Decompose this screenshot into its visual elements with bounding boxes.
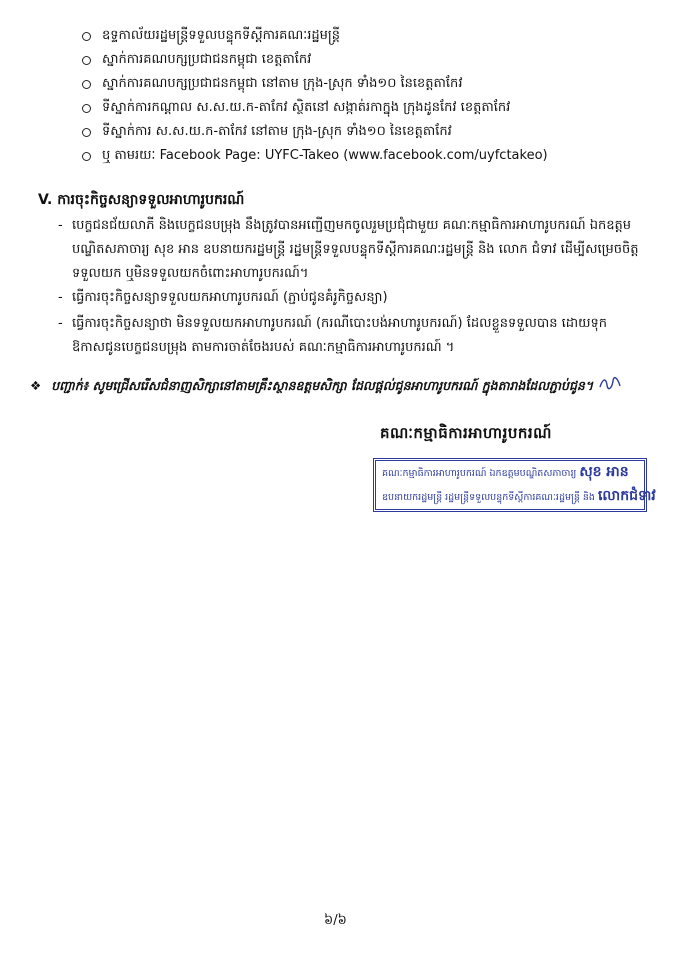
contract-step-text: បេក្ខជនជ័យលាភី និងបេក្ខជនបម្រុង នឹងត្រូវបានអញ្ជើញមកចូលរួមប្រជុំជាមួយ គណៈកម្មាធិការអាហារូបករណ៍ ឯកឧត្តមបណ្ឌិតសភាចារ្យ សុខ អាន ឧបនាយករដ្ឋមន្ត្រី រដ្ឋមន្ត្រីទទួលបន្ទុកទីស្តីការគណៈរដ្ឋមន្ត្រី និង លោក ជំទាវ ដើម្បីសម្រេចចិត្តទទួលយក ឬមិនទទួលយកចំពោះអាហារូបករណ៍។: [72, 218, 639, 281]
stamp-line-1-text: គណៈកម្មាធិការអាហារូបករណ៍ ឯកឧត្តមបណ្ឌិតសភាចារ្យ: [382, 468, 577, 479]
contact-bullet-item: [78, 120, 648, 144]
contact-bullet-item: [78, 144, 648, 168]
contact-bullet-text: ស្នាក់ការគណបក្សប្រជាជនកម្ពុជា នៅតាម ក្រុង-ស្រុក ទាំង១០ នៃខេត្តតាកែវ: [102, 76, 463, 91]
stamp-line-2-text: ឧបនាយករដ្ឋមន្ត្រី រដ្ឋមន្ត្រីទទួលបន្ទុកទីស្តីការគណៈរដ្ឋមន្ត្រី និង: [382, 492, 595, 503]
contact-bullet-text: ទីស្នាក់ការកណ្តាល ស.ស.យ.ក-តាកែវ ស្ថិតនៅ សង្កាត់រកាក្នុង ក្រុងដូនកែវ ខេត្តតាកែវ: [102, 100, 511, 115]
circle-bullet-icon: [82, 128, 91, 137]
contact-bullet-item: [78, 72, 648, 96]
dash-bullet-icon: -: [58, 316, 63, 331]
contact-bullet-text: ឧទ្ទកាល័យរដ្ឋមន្ត្រីទទួលបន្ទុកទីស្តីការគណៈរដ្ឋមន្ត្រី: [102, 28, 341, 43]
circle-bullet-icon: [82, 152, 91, 161]
contract-step-item: [58, 214, 658, 286]
contact-bullet-list: [78, 24, 648, 168]
contract-steps-list: [58, 214, 658, 360]
stamp-line-2: [376, 485, 656, 509]
section-heading: V. ការចុះកិច្ចសន្យាទទួលអាហារូបករណ៍: [38, 192, 245, 208]
dash-bullet-icon: -: [58, 290, 63, 305]
contact-bullet-item: [78, 24, 648, 48]
note-paragraph: [30, 376, 650, 397]
contract-step-text: ធ្វើការចុះកិច្ចសន្យាទទួលយកអាហារូបករណ៍ (ភ្ជាប់ជូនគំរូកិច្ចសន្យា): [72, 290, 388, 305]
contact-bullet-text: ឬ តាមរយៈ Facebook Page: UYFC-Takeo (www.facebook.com/uyfctakeo): [102, 148, 548, 163]
dash-bullet-icon: -: [58, 218, 63, 233]
page-number: ៦/៦: [324, 913, 347, 928]
contract-step-item: [58, 286, 658, 312]
circle-bullet-icon: [82, 104, 91, 113]
circle-bullet-icon: [82, 32, 91, 41]
diamond-bullet-icon: ❖: [30, 378, 42, 393]
contact-bullet-text: ស្នាក់ការគណបក្សប្រជាជនកម្ពុជា ខេត្តតាកែវ: [102, 52, 312, 67]
circle-bullet-icon: [82, 56, 91, 65]
committee-signature-title: គណៈកម្មាធិការអាហារូបករណ៍: [380, 424, 552, 442]
contract-step-item: [58, 312, 658, 360]
official-stamp: [373, 458, 656, 512]
initials-signature-icon: [599, 376, 621, 393]
contact-bullet-text: ទីស្នាក់ការ ស.ស.យ.ក-តាកែវ នៅតាម ក្រុង-ស្រុក ទាំង១០ នៃខេត្តតាកែវ: [102, 124, 452, 139]
note-text: បញ្ជាក់៖ សូមជ្រើសរើសជំនាញសិក្សានៅតាមគ្រឹះស្ថានឧត្តមសិក្សា ដែលផ្តល់ជូនអាហារូបករណ៍ ក្នុងតារាងដែលភ្ជាប់ជូន។: [51, 378, 594, 393]
circle-bullet-icon: [82, 80, 91, 89]
stamp-line-1-name: សុខ អាន: [579, 464, 629, 480]
contact-bullet-item: [78, 96, 648, 120]
contact-bullet-item: [78, 48, 648, 72]
stamp-line-2-name: លោកជំទាវ: [597, 488, 656, 504]
contract-step-text: ធ្វើការចុះកិច្ចសន្យាថា មិនទទួលយកអាហារូបករណ៍ (ករណីបោះបង់អាហារូបករណ៍) ដែលខ្លួនទទួលបាន ដោយទុក ឱកាសជូនបេក្ខជនបម្រុង តាមការចាត់ចែងរបស់ គណៈកម្មាធិការអាហារូបករណ៍ ។: [72, 316, 607, 355]
stamp-line-1: [376, 461, 644, 485]
